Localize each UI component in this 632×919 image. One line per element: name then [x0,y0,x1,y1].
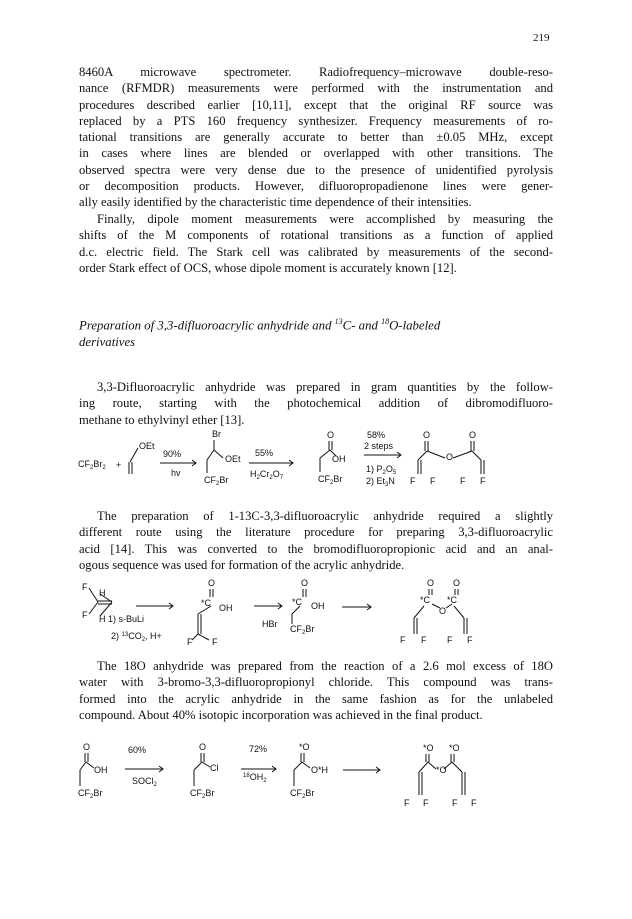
s2-h2: H 1) s-BuLi [99,614,145,624]
p2-line: d.c. electric field. The Stark cell was calibrated by measurements of the second- [79,244,553,259]
heading-line-1: Preparation of 3,3-difluoroacrylic anhydride and $^{13}$C- and $^{18}$O-labeled [79,317,441,333]
paragraph-1 [79,64,553,211]
p1-line: observed spectra were very dense due to the presence of unidentified pyrolysis [79,162,553,177]
s3-f2: F [423,798,429,808]
s3-f1: F [404,798,410,808]
s3-cond1: SOCl$_2$ [132,776,157,788]
s1-oh: OH [332,454,346,464]
paragraph-5 [79,658,553,723]
s2-o4: O [453,578,461,588]
s1-plus: + [116,460,122,470]
p2-line: shifts of the M components of rotational transitions as a function of applied [79,228,553,243]
paragraph-2 [79,211,553,276]
s2-f1: F [82,582,88,592]
s2-c13-4: *C [447,595,458,605]
s1-o-a: O [423,430,431,440]
s1-steps: 2 steps [364,441,394,451]
s3-cf2br1: $CF_2Br$ [78,788,103,800]
p1-line: procedures described earlier [10,11], except that the original RF source was [79,97,553,112]
s1-cond2: $H_2Cr_2O_7$ [250,469,284,481]
scheme-3-diagram [0,740,632,810]
s1-f2: F [430,476,436,486]
s1-yield2: 55% [255,448,274,458]
s3-f3: F [452,798,458,808]
s3-yield1: 60% [128,745,147,755]
scheme-2-diagram [0,576,632,646]
s2-o1: O [208,578,216,588]
s2-o5: O [439,606,447,616]
p1-line: or decomposition products. However, difluoropropadienone lines were gener- [79,179,553,194]
p3-line: methane to ethylvinyl ether [13]. [79,412,245,427]
p1-line: 8460A microwave spectrometer. Radiofrequency–microwave double-reso- [79,65,553,79]
p1-line: nance (RFMDR) measurements were performed with the instrumentation and [79,81,553,96]
s2-cf2br: $CF_2Br$ [290,624,315,636]
s1-cf2br: $CF_2Br$ [204,475,229,487]
s3-bonds [80,753,465,795]
p4-line: acid [14]. This was converted to the bromodifluoropropionic acid and an anal- [79,541,553,556]
p5-line: formed into the acrylic anhydride in the same fashion as for the unlabeled [79,691,553,706]
s2-f6: F [421,635,427,645]
page-number: 219 [533,32,550,44]
s2-c13-1: *C [201,598,212,608]
s1-f4: F [480,476,486,486]
s1-bonds [129,440,484,474]
s3-oh: OH [94,765,108,775]
s3-f4: F [471,798,477,808]
s2-h1: H [99,588,106,598]
p1-line: tational transitions are generally accurate to better than ±0.05 MHz, except [79,130,553,145]
scheme-1-diagram [0,428,632,498]
p2-line: order Stark effect of OCS, whose dipole moment is accurately known [12]. [79,260,457,275]
s1-o-b: O [446,452,454,462]
s2-f7: F [447,635,453,645]
s3-yield2: 72% [249,744,268,754]
s2-o2: O [301,578,309,588]
p4-line: The preparation of 1-13C-3,3-difluoroacrylic anhydride required a slightly [97,509,553,523]
s1-o: O [327,430,335,440]
s1-oet2: OEt [225,454,241,464]
s2-f4: F [212,637,218,647]
s1-reagent: $CF_2Br_2$ [78,459,106,471]
s1-o-c: O [469,430,477,440]
s2-c13-3: *C [420,595,431,605]
s2-f8: F [467,635,473,645]
p3-line: 3,3-Difluoroacrylic anhydride was prepared in gram quantities by the follow- [97,380,553,394]
s1-oet: OEt [139,441,155,451]
s3-cond2: $^{18}OH_2$ [243,772,267,784]
s1-f1: F [410,476,416,486]
s3-cf2br2: $CF_2Br$ [190,788,215,800]
p1-line: ally easily identified by the characteristic time dependence of their intensities. [79,195,472,210]
s2-cond2: HBr [262,619,278,629]
p4-line: ogous sequence was used for formation of the acrylic anhydride. [79,557,405,572]
s1-f3: F [460,476,466,486]
s1-yield1: 90% [163,449,182,459]
s1-step1: 1) $P_2O_5$ [366,464,397,476]
s2-c13-2: *C [292,597,303,607]
s2-f5: F [400,635,406,645]
s3-ohstar: O*H [311,765,329,775]
s2-cond1b: 2) $^{13}CO_2$, H+ [111,631,162,643]
s1-br: Br [212,429,221,439]
p2-line: Finally, dipole moment measurements were accomplished by measuring the [97,212,553,226]
s3-o1: O [83,742,91,752]
s2-oh2: OH [311,601,325,611]
p1-line: in cases where lines are blended or overlapped with other transitions. The [79,146,553,161]
s2-o3: O [427,578,435,588]
s1-yield3: 58% [367,430,386,440]
s3-ostar3: *O [449,743,460,753]
s1-cf2br-2: $CF_2Br$ [318,474,343,486]
p5-line: water with 3-bromo-3,3-difluoropropionyl chloride. This compound was trans- [79,675,553,690]
p5-line: The 18O anhydride was prepared from the reaction of a 2.6 mol excess of 18O [97,659,553,673]
p5-line: compound. About 40% isotopic incorporation was achieved in the final product. [79,707,483,722]
s3-ostar2: *O [423,743,434,753]
s3-cf2br3: $CF_2Br$ [290,788,315,800]
p4-line: different route using the literature procedure for preparing 3,3-difluoroacrylic [79,525,553,540]
s2-f3: F [187,637,193,647]
p3-line: ing route, starting with the photochemical addition of dibromodifluoro- [79,396,553,411]
section-heading [79,314,553,350]
s1-cond1: hv [171,468,181,478]
paragraph-4 [79,508,553,573]
p1-line: replaced by a PTS 160 frequency synthesizer. Frequency measurements of ro- [79,113,553,128]
s2-f2: F [82,610,88,620]
heading-line-2: derivatives [79,334,136,349]
s3-ostar1: *O [299,742,310,752]
s3-cl: Cl [210,763,219,773]
paragraph-3 [79,379,553,428]
s2-oh1: OH [219,603,233,613]
s3-o2: O [199,742,207,752]
s1-step2: 2) $Et_3N$ [366,476,395,488]
s3-ostar4: *O [436,765,447,775]
